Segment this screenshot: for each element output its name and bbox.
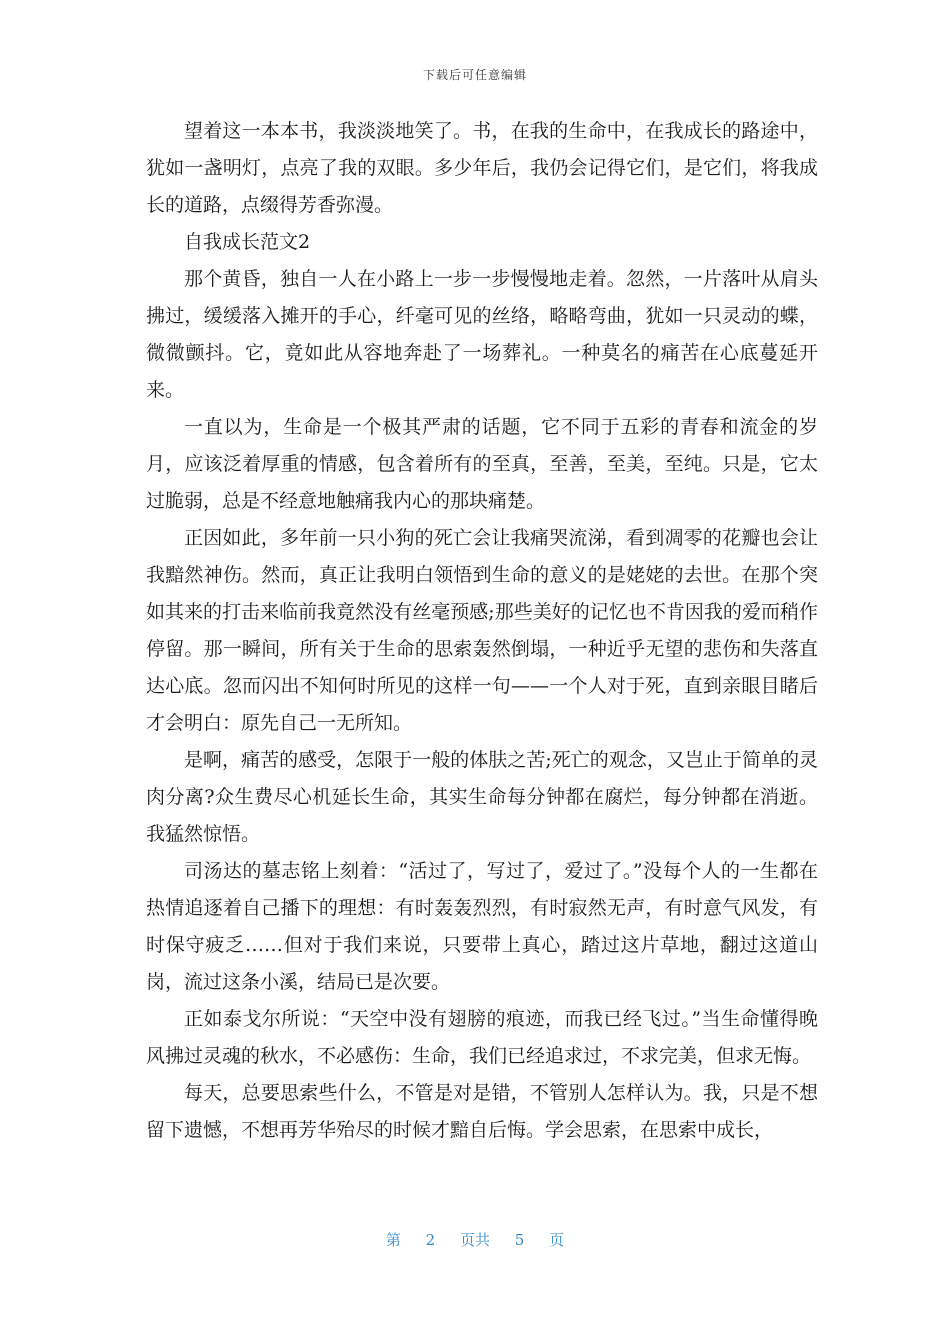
page-footer: [0, 1229, 950, 1250]
paragraph: 司汤达的墓志铭上刻着：“活过了，写过了，爱过了。”没每个人的一生都在热情追逐着自己播下的理想：有时轰轰烈烈，有时寂然无声，有时意气风发，有时保守疲乏……但对于我们来说，只要带上真心，踏过这片草地，翻过这道山岗，流过这条小溪，结局已是次要。: [146, 860, 818, 993]
paragraph: 正如泰戈尔所说：“天空中没有翅膀的痕迹，而我已经飞过。”当生命懂得晚风拂过灵魂的秋水，不必感伤：生命，我们已经追求过，不求完美，但求无悔。: [146, 1008, 818, 1067]
paragraph: 是啊，痛苦的感受，怎限于一般的体肤之苦;死亡的观念，又岂止于简单的灵肉分离?众生费尽心机延长生命，其实生命每分钟都在腐烂，每分钟都在消逝。我猛然惊悟。: [146, 749, 818, 845]
footer-prefix: 第: [385, 1231, 401, 1249]
paragraph: 正因如此，多年前一只小狗的死亡会让我痛哭流涕，看到凋零的花瓣也会让我黯然神伤。然而，真正让我明白领悟到生命的意义的是姥姥的去世。在那个突如其来的打击来临前我竟然没有丝毫预感;那些美好的记忆也不肯因我的爱而稍作停留。那一瞬间，所有关于生命的思索轰然倒塌，一种近乎无望的悲伤和失落直达心底。忽而闪出不知何时所见的这样一句——一个人对于死，直到亲眼目睹后才会明白：原先自己一无所知。: [146, 527, 818, 734]
paragraph: 那个黄昏，独自一人在小路上一步一步慢慢地走着。忽然，一片落叶从肩头拂过，缓缓落入摊开的手心，纤毫可见的丝络，略略弯曲，犹如一只灵动的蝶，微微颤抖。它，竟如此从容地奔赴了一场葬礼。一种莫名的痛苦在心底蔓延开来。: [146, 268, 818, 401]
paragraph: 一直以为，生命是一个极其严肃的话题，它不同于五彩的青春和流金的岁月，应该泛着厚重的情感，包含着所有的至真，至善，至美，至纯。只是，它太过脆弱，总是不经意地触痛我内心的那块痛楚。: [146, 416, 818, 512]
total-pages-number: 5: [514, 1231, 525, 1249]
paragraph: 每天，总要思索些什么，不管是对是错，不管别人怎样认为。我，只是不想留下遗憾，不想再芳华殆尽的时候才黯自后悔。学会思索，在思索中成长，: [146, 1082, 818, 1141]
paragraph: 望着这一本本书，我淡淡地笑了。书，在我的生命中，在我成长的路途中，犹如一盏明灯，点亮了我的双眼。多少年后，我仍会记得它们，是它们，将我成长的道路，点缀得芳香弥漫。: [146, 120, 818, 216]
current-page-number: 2: [425, 1231, 436, 1249]
page-header: 下载后可任意编辑: [422, 68, 527, 82]
footer-middle: 页共: [459, 1231, 490, 1249]
section-heading: 自我成长范文2: [184, 231, 311, 253]
footer-suffix: 页: [549, 1231, 565, 1249]
document-body: [146, 113, 818, 1149]
